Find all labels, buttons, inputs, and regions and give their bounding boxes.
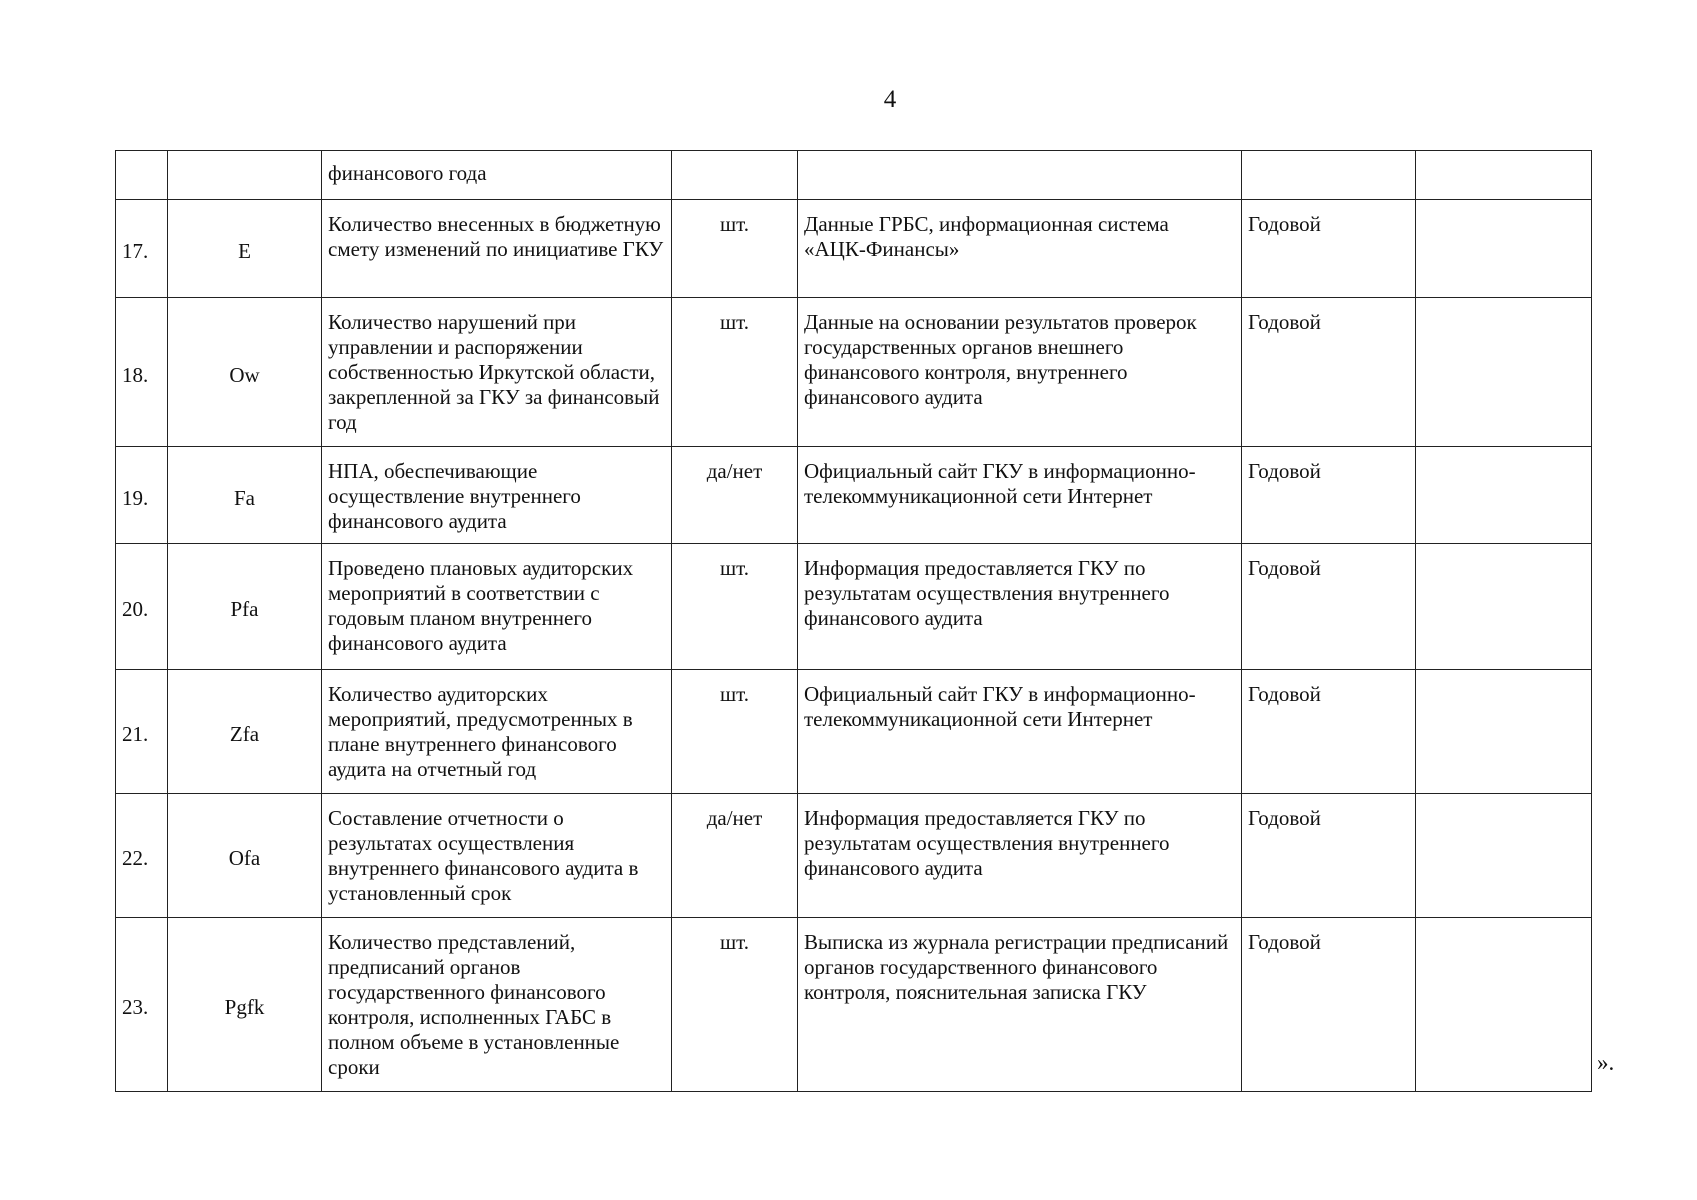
cell-num: 21. bbox=[116, 670, 168, 794]
cell-code: Pfa bbox=[168, 544, 322, 670]
cell-name: Количество аудиторских мероприятий, предусмотренных в плане внутреннего финансового аудита на отчетный год bbox=[322, 670, 672, 794]
cell-unit: шт. bbox=[672, 298, 798, 447]
cell-code bbox=[168, 151, 322, 200]
cell-unit: шт. bbox=[672, 918, 798, 1092]
cell-unit: да/нет bbox=[672, 447, 798, 544]
cell-source bbox=[798, 151, 1242, 200]
cell-name: Количество нарушений при управлении и распоряжении собственностью Иркутской области, закрепленной за ГКУ за финансовый год bbox=[322, 298, 672, 447]
table-row bbox=[116, 670, 1592, 794]
cell-name: Проведено плановых аудиторских мероприятий в соответствии с годовым планом внутреннего финансового аудита bbox=[322, 544, 672, 670]
cell-source: Официальный сайт ГКУ в информационно-телекоммуникационной сети Интернет bbox=[798, 447, 1242, 544]
cell-unit: шт. bbox=[672, 200, 798, 298]
cell-source: Информация предоставляется ГКУ по результатам осуществления внутреннего финансового аудита bbox=[798, 794, 1242, 918]
cell-code: Ow bbox=[168, 298, 322, 447]
table-row bbox=[116, 918, 1592, 1092]
cell-code: Ofa bbox=[168, 794, 322, 918]
cell-num: 19. bbox=[116, 447, 168, 544]
cell-name: Составление отчетности о результатах осуществления внутреннего финансового аудита в установленный срок bbox=[322, 794, 672, 918]
cell-name: Количество представлений, предписаний органов государственного финансового контроля, исполненных ГАБС в полном объеме в установленные сроки bbox=[322, 918, 672, 1092]
cell-source: Выписка из журнала регистрации предписаний органов государственного финансового контроля, пояснительная записка ГКУ bbox=[798, 918, 1242, 1092]
cell-num: 20. bbox=[116, 544, 168, 670]
cell-num: 22. bbox=[116, 794, 168, 918]
table-row bbox=[116, 298, 1592, 447]
cell-source: Данные ГРБС, информационная система «АЦК-Финансы» bbox=[798, 200, 1242, 298]
cell-unit: да/нет bbox=[672, 794, 798, 918]
table-row bbox=[116, 794, 1592, 918]
indicators-table bbox=[115, 150, 1592, 1092]
cell-unit: шт. bbox=[672, 544, 798, 670]
cell-period: Годовой bbox=[1242, 298, 1416, 447]
cell-period: Годовой bbox=[1242, 200, 1416, 298]
cell-code: Fa bbox=[168, 447, 322, 544]
cell-name: финансового года bbox=[322, 151, 672, 200]
cell-name: НПА, обеспечивающие осуществление внутреннего финансового аудита bbox=[322, 447, 672, 544]
cell-code: Zfa bbox=[168, 670, 322, 794]
cell-extra bbox=[1416, 447, 1592, 544]
cell-extra bbox=[1416, 544, 1592, 670]
cell-code: E bbox=[168, 200, 322, 298]
page-number: 4 bbox=[883, 86, 897, 113]
cell-num bbox=[116, 151, 168, 200]
cell-num: 17. bbox=[116, 200, 168, 298]
cell-period: Годовой bbox=[1242, 918, 1416, 1092]
cell-extra bbox=[1416, 918, 1592, 1092]
cell-unit bbox=[672, 151, 798, 200]
cell-source: Данные на основании результатов проверок государственных органов внешнего финансового контроля, внутреннего финансового аудита bbox=[798, 298, 1242, 447]
table-row bbox=[116, 544, 1592, 670]
cell-code: Pgfk bbox=[168, 918, 322, 1092]
cell-name: Количество внесенных в бюджетную смету изменений по инициативе ГКУ bbox=[322, 200, 672, 298]
table-row bbox=[116, 447, 1592, 544]
table-row-continuation bbox=[116, 151, 1592, 200]
cell-period: Годовой bbox=[1242, 544, 1416, 670]
closing-quote: ». bbox=[1597, 1050, 1615, 1075]
table-row bbox=[116, 200, 1592, 298]
cell-num: 23. bbox=[116, 918, 168, 1092]
cell-extra bbox=[1416, 794, 1592, 918]
cell-extra bbox=[1416, 298, 1592, 447]
cell-source: Официальный сайт ГКУ в информационно-телекоммуникационной сети Интернет bbox=[798, 670, 1242, 794]
cell-period: Годовой bbox=[1242, 670, 1416, 794]
cell-unit: шт. bbox=[672, 670, 798, 794]
cell-extra bbox=[1416, 200, 1592, 298]
cell-period: Годовой bbox=[1242, 447, 1416, 544]
cell-extra bbox=[1416, 151, 1592, 200]
cell-period: Годовой bbox=[1242, 794, 1416, 918]
cell-period bbox=[1242, 151, 1416, 200]
cell-extra bbox=[1416, 670, 1592, 794]
cell-source: Информация предоставляется ГКУ по результатам осуществления внутреннего финансового аудита bbox=[798, 544, 1242, 670]
cell-num: 18. bbox=[116, 298, 168, 447]
